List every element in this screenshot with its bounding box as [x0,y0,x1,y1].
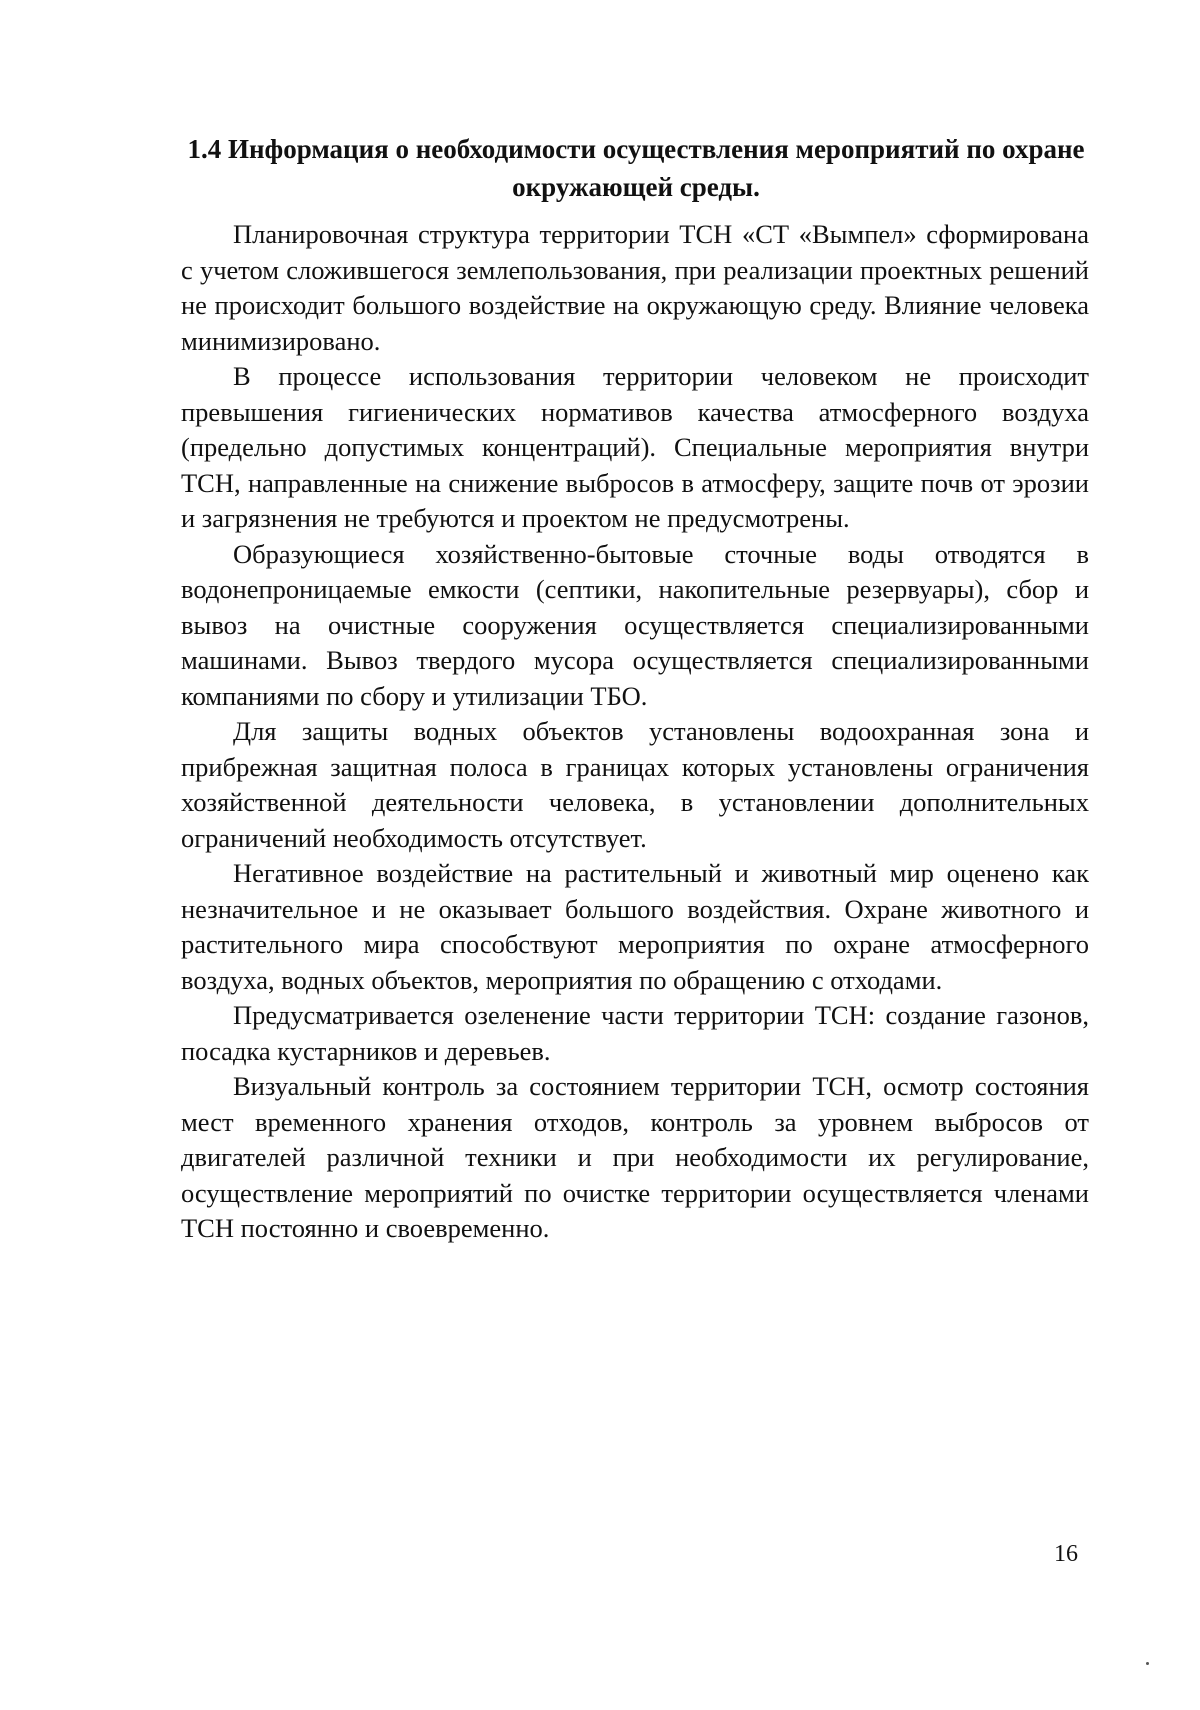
paragraph-planning-structure: Планировочная структура территории ТСН «СТ «Вымпел» сформирована с учетом сложившегося землепользования, при реализации проектных решений не происходит большого воздействие на окружающую среду. Влияние человека минимизировано. [181,219,1089,356]
scan-artifact-dot [1146,1662,1149,1665]
section-heading: 1.4 Информация о необходимости осуществления мероприятий по охране окружающей среды. [187,134,1085,202]
paragraph-landscaping: Предусматривается озеленение части территории ТСН: создание газонов, посадка кустарников и деревьев. [181,1000,1089,1066]
document-body [181,217,1089,1247]
paragraph-water-protection: Для защиты водных объектов установлены водоохранная зона и прибрежная защитная полоса в границах которых установлены ограничения хозяйственной деятельности человека, в установлении дополнительных ограничений необходимость отсутствует. [181,716,1089,853]
paragraph-visual-control: Визуальный контроль за состоянием территории ТСН, осмотр состояния мест временного хранения отходов, контроль за уровнем выбросов от двигателей различной техники и при необходимости их регулирование, осуществление мероприятий по очистке территории осуществляется членами ТСН постоянно и своевременно. [181,1071,1089,1243]
paragraph-air-quality: В процессе использования территории человеком не происходит превышения гигиенических нормативов качества атмосферного воздуха (предельно допустимых концентраций). Специальные мероприятия внутри ТСН, направленные на снижение выбросов в атмосферу, защите почв от эрозии и загрязнения не требуются и проектом не предусмотрены. [181,361,1089,533]
paragraph-wastewater: Образующиеся хозяйственно-бытовые сточные воды отводятся в водонепроницаемые емкости (септики, накопительные резервуары), сбор и вывоз на очистные сооружения осуществляется специализированными машинами. Вывоз твердого мусора осуществляется специализированными компаниями по сбору и утилизации ТБО. [181,538,1089,711]
page-number: 16 [1054,1541,1078,1567]
paragraph-flora-fauna: Негативное воздействие на растительный и животный мир оценено как незначительное и не оказывает большого воздействия. Охране животного и растительного мира способствуют мероприятия по охране атмосферного воздуха, водных объектов, мероприятия по обращению с отходами. [181,858,1089,995]
